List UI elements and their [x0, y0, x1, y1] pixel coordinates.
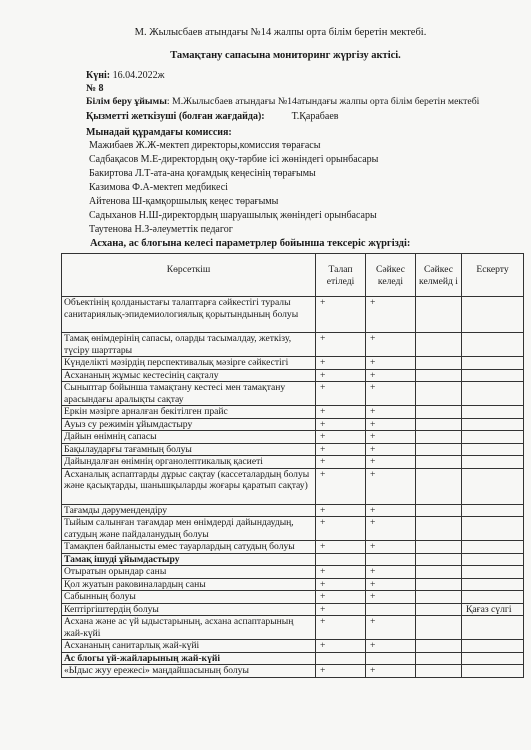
required-cell: +: [316, 456, 366, 469]
date-label: Күні:: [86, 70, 111, 81]
table-row: [62, 566, 524, 579]
commission-member: Садбақасов М.Е-директордың оқу-тәрбие ісі жөніндегі орынбасары: [89, 154, 379, 165]
school-name: М. Жылысбаев атындағы №14 жалпы орта білім беретін мектебі.: [134, 27, 427, 38]
indicator-cell: Тамақ ішуді ұйымдастыру: [62, 553, 316, 566]
table-row: [62, 406, 524, 419]
required-cell: +: [316, 578, 366, 591]
commission-member: Таутенова Н.З-әлеуметтік педагог: [89, 224, 233, 235]
compliant-cell: +: [366, 333, 416, 357]
commission-member: Айтенова Ш-қамқоршылық кеңес төрағымы: [89, 196, 279, 207]
note-cell: [462, 456, 524, 469]
compliant-cell: +: [366, 665, 416, 678]
compliant-cell: +: [366, 504, 416, 517]
indicator-cell: Тамақпен байланысты емес тауарлардың сатудың болуы: [62, 541, 316, 554]
indicator-cell: Тағамды дәрумендендіру: [62, 504, 316, 517]
required-cell: +: [316, 369, 366, 382]
supplier-value: Т.Қарабаев: [291, 111, 339, 122]
document-title: Тамақтану сапасына мониторинг жүргізу актісі.: [170, 50, 401, 61]
commission-member: Казимова Ф.А-мектеп медбикесі: [89, 182, 228, 193]
compliant-cell: +: [366, 369, 416, 382]
table-row: [62, 541, 524, 554]
indicator-cell: Асхананың санитарлық жай-күйі: [62, 640, 316, 653]
note-cell: [462, 566, 524, 579]
compliant-cell: +: [366, 418, 416, 431]
note-cell: [462, 443, 524, 456]
compliant-cell: +: [366, 541, 416, 554]
compliant-cell: +: [366, 443, 416, 456]
required-cell: +: [316, 566, 366, 579]
note-cell: [462, 431, 524, 444]
indicator-cell: Күнделікті мәзірдің перспективалық мәзірге сәйкестігі: [62, 357, 316, 370]
required-cell: +: [316, 640, 366, 653]
table-row: [62, 603, 524, 616]
note-cell: [462, 616, 524, 640]
note-cell: [462, 517, 524, 541]
required-cell: [316, 652, 366, 665]
noncompliant-cell: [416, 541, 462, 554]
header-noncompliant: Сәйкес келмейд і: [416, 254, 462, 297]
required-cell: +: [316, 382, 366, 406]
compliant-cell: +: [366, 406, 416, 419]
required-cell: +: [316, 517, 366, 541]
note-cell: [462, 578, 524, 591]
compliant-cell: +: [366, 468, 416, 504]
note-cell: [462, 369, 524, 382]
compliant-cell: +: [366, 382, 416, 406]
indicator-cell: Асханалық аспаптарды дұрыс сақтау (кассеталардың болуы және қасықтарды, шанышқыларды жоғары қаратып сақтау): [62, 468, 316, 504]
table-header-row: [62, 254, 524, 297]
noncompliant-cell: [416, 553, 462, 566]
noncompliant-cell: [416, 406, 462, 419]
noncompliant-cell: [416, 603, 462, 616]
table-row: [62, 297, 524, 333]
noncompliant-cell: [416, 517, 462, 541]
header-compliant: Сәйкес келеді: [366, 254, 416, 297]
noncompliant-cell: [416, 578, 462, 591]
required-cell: +: [316, 468, 366, 504]
noncompliant-cell: [416, 418, 462, 431]
noncompliant-cell: [416, 443, 462, 456]
commission-member: Садыханов Н.Ш-директордың шаруашылық жөніндегі орынбасары: [89, 210, 377, 221]
indicator-cell: Бақылаударғы тағамның болуы: [62, 443, 316, 456]
compliant-cell: +: [366, 578, 416, 591]
commission-member: Мажибаев Ж.Ж-мектеп директоры,комиссия төрағасы: [89, 140, 321, 151]
date-line: [86, 70, 165, 81]
indicator-cell: Дайындалған өнімнің органолептикалық қасиеті: [62, 456, 316, 469]
noncompliant-cell: [416, 640, 462, 653]
note-cell: [462, 297, 524, 333]
indicator-cell: Сабынның болуы: [62, 591, 316, 604]
indicator-cell: Отыратын орындар саны: [62, 566, 316, 579]
table-row: [62, 456, 524, 469]
supplier-line: [86, 111, 338, 122]
table-row: [62, 652, 524, 665]
note-cell: [462, 640, 524, 653]
required-cell: +: [316, 357, 366, 370]
header-required: Талап етіледі: [316, 254, 366, 297]
supplier-label: Қызметті жеткізуші (болған жағдайда):: [86, 111, 265, 122]
table-row: [62, 616, 524, 640]
organization-label: Білім беру ұйымы: [86, 96, 167, 107]
table-row: [62, 382, 524, 406]
compliant-cell: +: [366, 431, 416, 444]
table-row: [62, 665, 524, 678]
required-cell: +: [316, 406, 366, 419]
required-cell: +: [316, 665, 366, 678]
required-cell: +: [316, 297, 366, 333]
indicator-cell: Асхананың жұмыс кестесінің сақталу: [62, 369, 316, 382]
required-cell: +: [316, 418, 366, 431]
noncompliant-cell: [416, 566, 462, 579]
compliant-cell: [366, 603, 416, 616]
indicator-cell: Тыйым салынған тағамдар мен өнімдерді дайындаудың, сатудың және пайдаланудың болуы: [62, 517, 316, 541]
noncompliant-cell: [416, 665, 462, 678]
required-cell: +: [316, 603, 366, 616]
noncompliant-cell: [416, 468, 462, 504]
compliant-cell: [366, 652, 416, 665]
date-value: 16.04.2022ж: [112, 70, 165, 81]
compliant-cell: +: [366, 616, 416, 640]
monitoring-table: [61, 253, 524, 678]
noncompliant-cell: [416, 456, 462, 469]
required-cell: +: [316, 591, 366, 604]
noncompliant-cell: [416, 504, 462, 517]
note-cell: [462, 333, 524, 357]
noncompliant-cell: [416, 591, 462, 604]
note-cell: [462, 382, 524, 406]
note-cell: [462, 357, 524, 370]
noncompliant-cell: [416, 357, 462, 370]
commission-label: Мынадай құрамдағы комиссия:: [86, 127, 232, 138]
compliant-cell: +: [366, 517, 416, 541]
indicator-cell: Ауыз су режимін ұйымдастыру: [62, 418, 316, 431]
required-cell: [316, 553, 366, 566]
organization-value: : М.Жылысбаев атындағы №14атындағы жалпы орта білім беретін мектебі: [166, 96, 480, 107]
indicator-cell: Асхана және ас үй ыдыстарының, асхана аспаптарының жай-күйі: [62, 616, 316, 640]
compliant-cell: +: [366, 566, 416, 579]
indicator-cell: Қол жуатын раковиналардың саны: [62, 578, 316, 591]
compliant-cell: +: [366, 357, 416, 370]
note-cell: [462, 553, 524, 566]
table-row: [62, 431, 524, 444]
indicator-cell: Дайын өнімнің сапасы: [62, 431, 316, 444]
indicator-cell: Ас блогы үй-жайларының жай-күйі: [62, 652, 316, 665]
required-cell: +: [316, 431, 366, 444]
indicator-cell: «Ыдыс жуу ережесі» маңдайшасының болуы: [62, 665, 316, 678]
note-cell: [462, 418, 524, 431]
table-row: [62, 369, 524, 382]
compliant-cell: [366, 553, 416, 566]
table-row: [62, 418, 524, 431]
note-cell: [462, 468, 524, 504]
table-row: [62, 517, 524, 541]
indicator-cell: Еркін мәзірге арналған бекітілген прайс: [62, 406, 316, 419]
header-indicator: Көрсеткіш: [62, 254, 316, 297]
note-cell: [462, 652, 524, 665]
compliant-cell: +: [366, 640, 416, 653]
noncompliant-cell: [416, 369, 462, 382]
compliant-cell: +: [366, 297, 416, 333]
table-row: [62, 333, 524, 357]
table-row: [62, 443, 524, 456]
table-row: [62, 640, 524, 653]
table-row: [62, 578, 524, 591]
table-row: [62, 357, 524, 370]
header-note: Ескерту: [462, 254, 524, 297]
note-cell: [462, 591, 524, 604]
note-cell: [462, 406, 524, 419]
compliant-cell: +: [366, 591, 416, 604]
compliant-cell: +: [366, 456, 416, 469]
noncompliant-cell: [416, 431, 462, 444]
commission-member: Бакиртова Л.Т-ата-ана қоғамдық кеңесінің төрағымы: [89, 168, 316, 179]
section-title: Асхана, ас блогына келесі параметрлер бойынша тексеріс жүргізді:: [90, 238, 411, 249]
note-cell: [462, 504, 524, 517]
required-cell: +: [316, 504, 366, 517]
noncompliant-cell: [416, 333, 462, 357]
required-cell: +: [316, 443, 366, 456]
organization-line: [86, 96, 479, 107]
required-cell: +: [316, 616, 366, 640]
noncompliant-cell: [416, 652, 462, 665]
required-cell: +: [316, 333, 366, 357]
table-row: [62, 591, 524, 604]
table-row: [62, 468, 524, 504]
noncompliant-cell: [416, 297, 462, 333]
required-cell: +: [316, 541, 366, 554]
table-row: [62, 553, 524, 566]
act-number: № 8: [86, 83, 104, 94]
note-cell: [462, 665, 524, 678]
indicator-cell: Объектінің қолданыстағы талаптарға сәйкестігі туралы санитариялық-эпидемиологиялық қорытындының болуы: [62, 297, 316, 333]
noncompliant-cell: [416, 382, 462, 406]
table-row: [62, 504, 524, 517]
indicator-cell: Кептіргіштердің болуы: [62, 603, 316, 616]
indicator-cell: Сыныптар бойынша тамақтану кестесі мен тамақтану арасындағы аралықты сақтау: [62, 382, 316, 406]
indicator-cell: Тамақ өнімдерінің сапасы, оларды тасымалдау, жеткізу, түсіру шарттары: [62, 333, 316, 357]
note-cell: Қағаз сүлгі: [462, 603, 524, 616]
note-cell: [462, 541, 524, 554]
noncompliant-cell: [416, 616, 462, 640]
